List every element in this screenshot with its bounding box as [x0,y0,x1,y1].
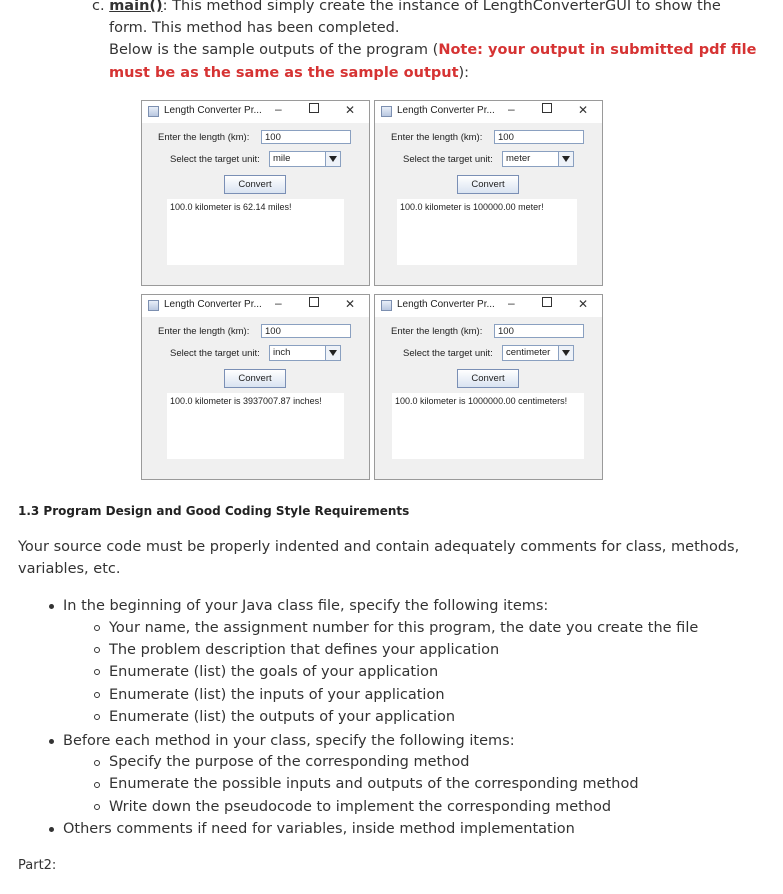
sample-outputs-intro-2: must be as the same as the sample output): [109,65,470,81]
section-heading: 1.3 Program Design and Good Coding Style Requirements [18,504,410,518]
window-titlebar [142,295,369,317]
converter-window-centimeter [374,294,603,480]
chevron-down-icon[interactable] [325,152,340,166]
list-item: Before each method in your class, specify the following items: [63,733,515,749]
close-icon[interactable]: ✕ [345,297,356,311]
unit-label: Select the target unit: [403,154,493,165]
convert-button[interactable]: Convert [224,369,286,388]
convert-button[interactable]: Convert [457,369,519,388]
length-label: Enter the length (km): [158,132,250,143]
note-red-text: Note: your output in submitted pdf file [438,42,757,58]
sub-bullet-marker [94,760,100,766]
method-description-line: c. main(): This method simply create the instance of LengthConverterGUI to show the [92,0,721,14]
minimize-icon[interactable]: – [508,102,515,116]
unit-select[interactable]: centimeter [502,345,574,361]
sub-bullet-marker [94,647,100,653]
window-titlebar [142,101,369,123]
output-area: 100.0 kilometer is 3937007.87 inches! [167,393,344,459]
window-title: Length Converter Pr... [164,105,262,116]
converter-window-inch [141,294,370,480]
sub-list-item: Enumerate the possible inputs and outputs of the corresponding method [109,776,639,792]
length-label: Enter the length (km): [158,326,250,337]
minimize-icon[interactable]: – [275,102,282,116]
sub-bullet-marker [94,669,100,675]
chevron-down-icon[interactable] [558,152,573,166]
chevron-down-icon[interactable] [325,346,340,360]
bullet-marker [49,739,54,744]
convert-button[interactable]: Convert [224,175,286,194]
unit-select[interactable]: mile [269,151,341,167]
close-icon[interactable]: ✕ [578,103,589,117]
unit-select[interactable]: inch [269,345,341,361]
java-app-icon [381,300,392,311]
java-app-icon [381,106,392,117]
length-input[interactable]: 100 [494,324,584,338]
maximize-icon[interactable] [309,297,319,307]
sub-bullet-marker [94,714,100,720]
length-input[interactable]: 100 [261,324,351,338]
paragraph-line-2: variables, etc. [18,561,121,577]
minimize-icon[interactable]: – [275,296,282,310]
output-area: 100.0 kilometer is 62.14 miles! [167,199,344,265]
unit-select[interactable]: meter [502,151,574,167]
sub-list-item: Enumerate (list) the outputs of your application [109,709,456,725]
sub-list-item: Your name, the assignment number for this program, the date you create the file [109,620,699,636]
maximize-icon[interactable] [542,297,552,307]
unit-label: Select the target unit: [170,154,260,165]
window-title: Length Converter Pr... [397,105,495,116]
java-app-icon [148,300,159,311]
maximize-icon[interactable] [542,103,552,113]
sub-list-item: Enumerate (list) the inputs of your application [109,687,445,703]
sub-bullet-marker [94,625,100,631]
sample-outputs-intro: Below is the sample outputs of the program (Note: your output in submitted pdf file [109,42,757,58]
window-title: Length Converter Pr... [164,299,262,310]
list-item: In the beginning of your Java class file, specify the following items: [63,598,549,614]
java-app-icon [148,106,159,117]
part2-heading: Part2: [18,858,57,873]
sub-list-item: Write down the pseudocode to implement the corresponding method [109,799,612,815]
converter-window-mile [141,100,370,286]
bullet-marker [49,827,54,832]
length-label: Enter the length (km): [391,132,483,143]
window-titlebar [375,295,602,317]
sub-bullet-marker [94,804,100,810]
sub-list-item: The problem description that defines your application [109,642,500,658]
length-input[interactable]: 100 [494,130,584,144]
bullet-marker [49,604,54,609]
main-method-name: main() [109,0,163,14]
method-description-line2: form. This method has been completed. [109,20,400,36]
convert-button[interactable]: Convert [457,175,519,194]
window-title: Length Converter Pr... [397,299,495,310]
sub-list-item: Specify the purpose of the corresponding method [109,754,470,770]
chevron-down-icon[interactable] [558,346,573,360]
length-input[interactable]: 100 [261,130,351,144]
output-area: 100.0 kilometer is 1000000.00 centimeters! [392,393,584,459]
output-area: 100.0 kilometer is 100000.00 meter! [397,199,577,265]
close-icon[interactable]: ✕ [345,103,356,117]
window-titlebar [375,101,602,123]
maximize-icon[interactable] [309,103,319,113]
unit-label: Select the target unit: [403,348,493,359]
paragraph-line-1: Your source code must be properly indented and contain adequately comments for class, methods, [18,539,740,555]
close-icon[interactable]: ✕ [578,297,589,311]
sub-bullet-marker [94,692,100,698]
unit-label: Select the target unit: [170,348,260,359]
converter-window-meter [374,100,603,286]
sub-list-item: Enumerate (list) the goals of your application [109,664,439,680]
sub-bullet-marker [94,782,100,788]
minimize-icon[interactable]: – [508,296,515,310]
length-label: Enter the length (km): [391,326,483,337]
list-item: Others comments if need for variables, inside method implementation [63,821,575,837]
